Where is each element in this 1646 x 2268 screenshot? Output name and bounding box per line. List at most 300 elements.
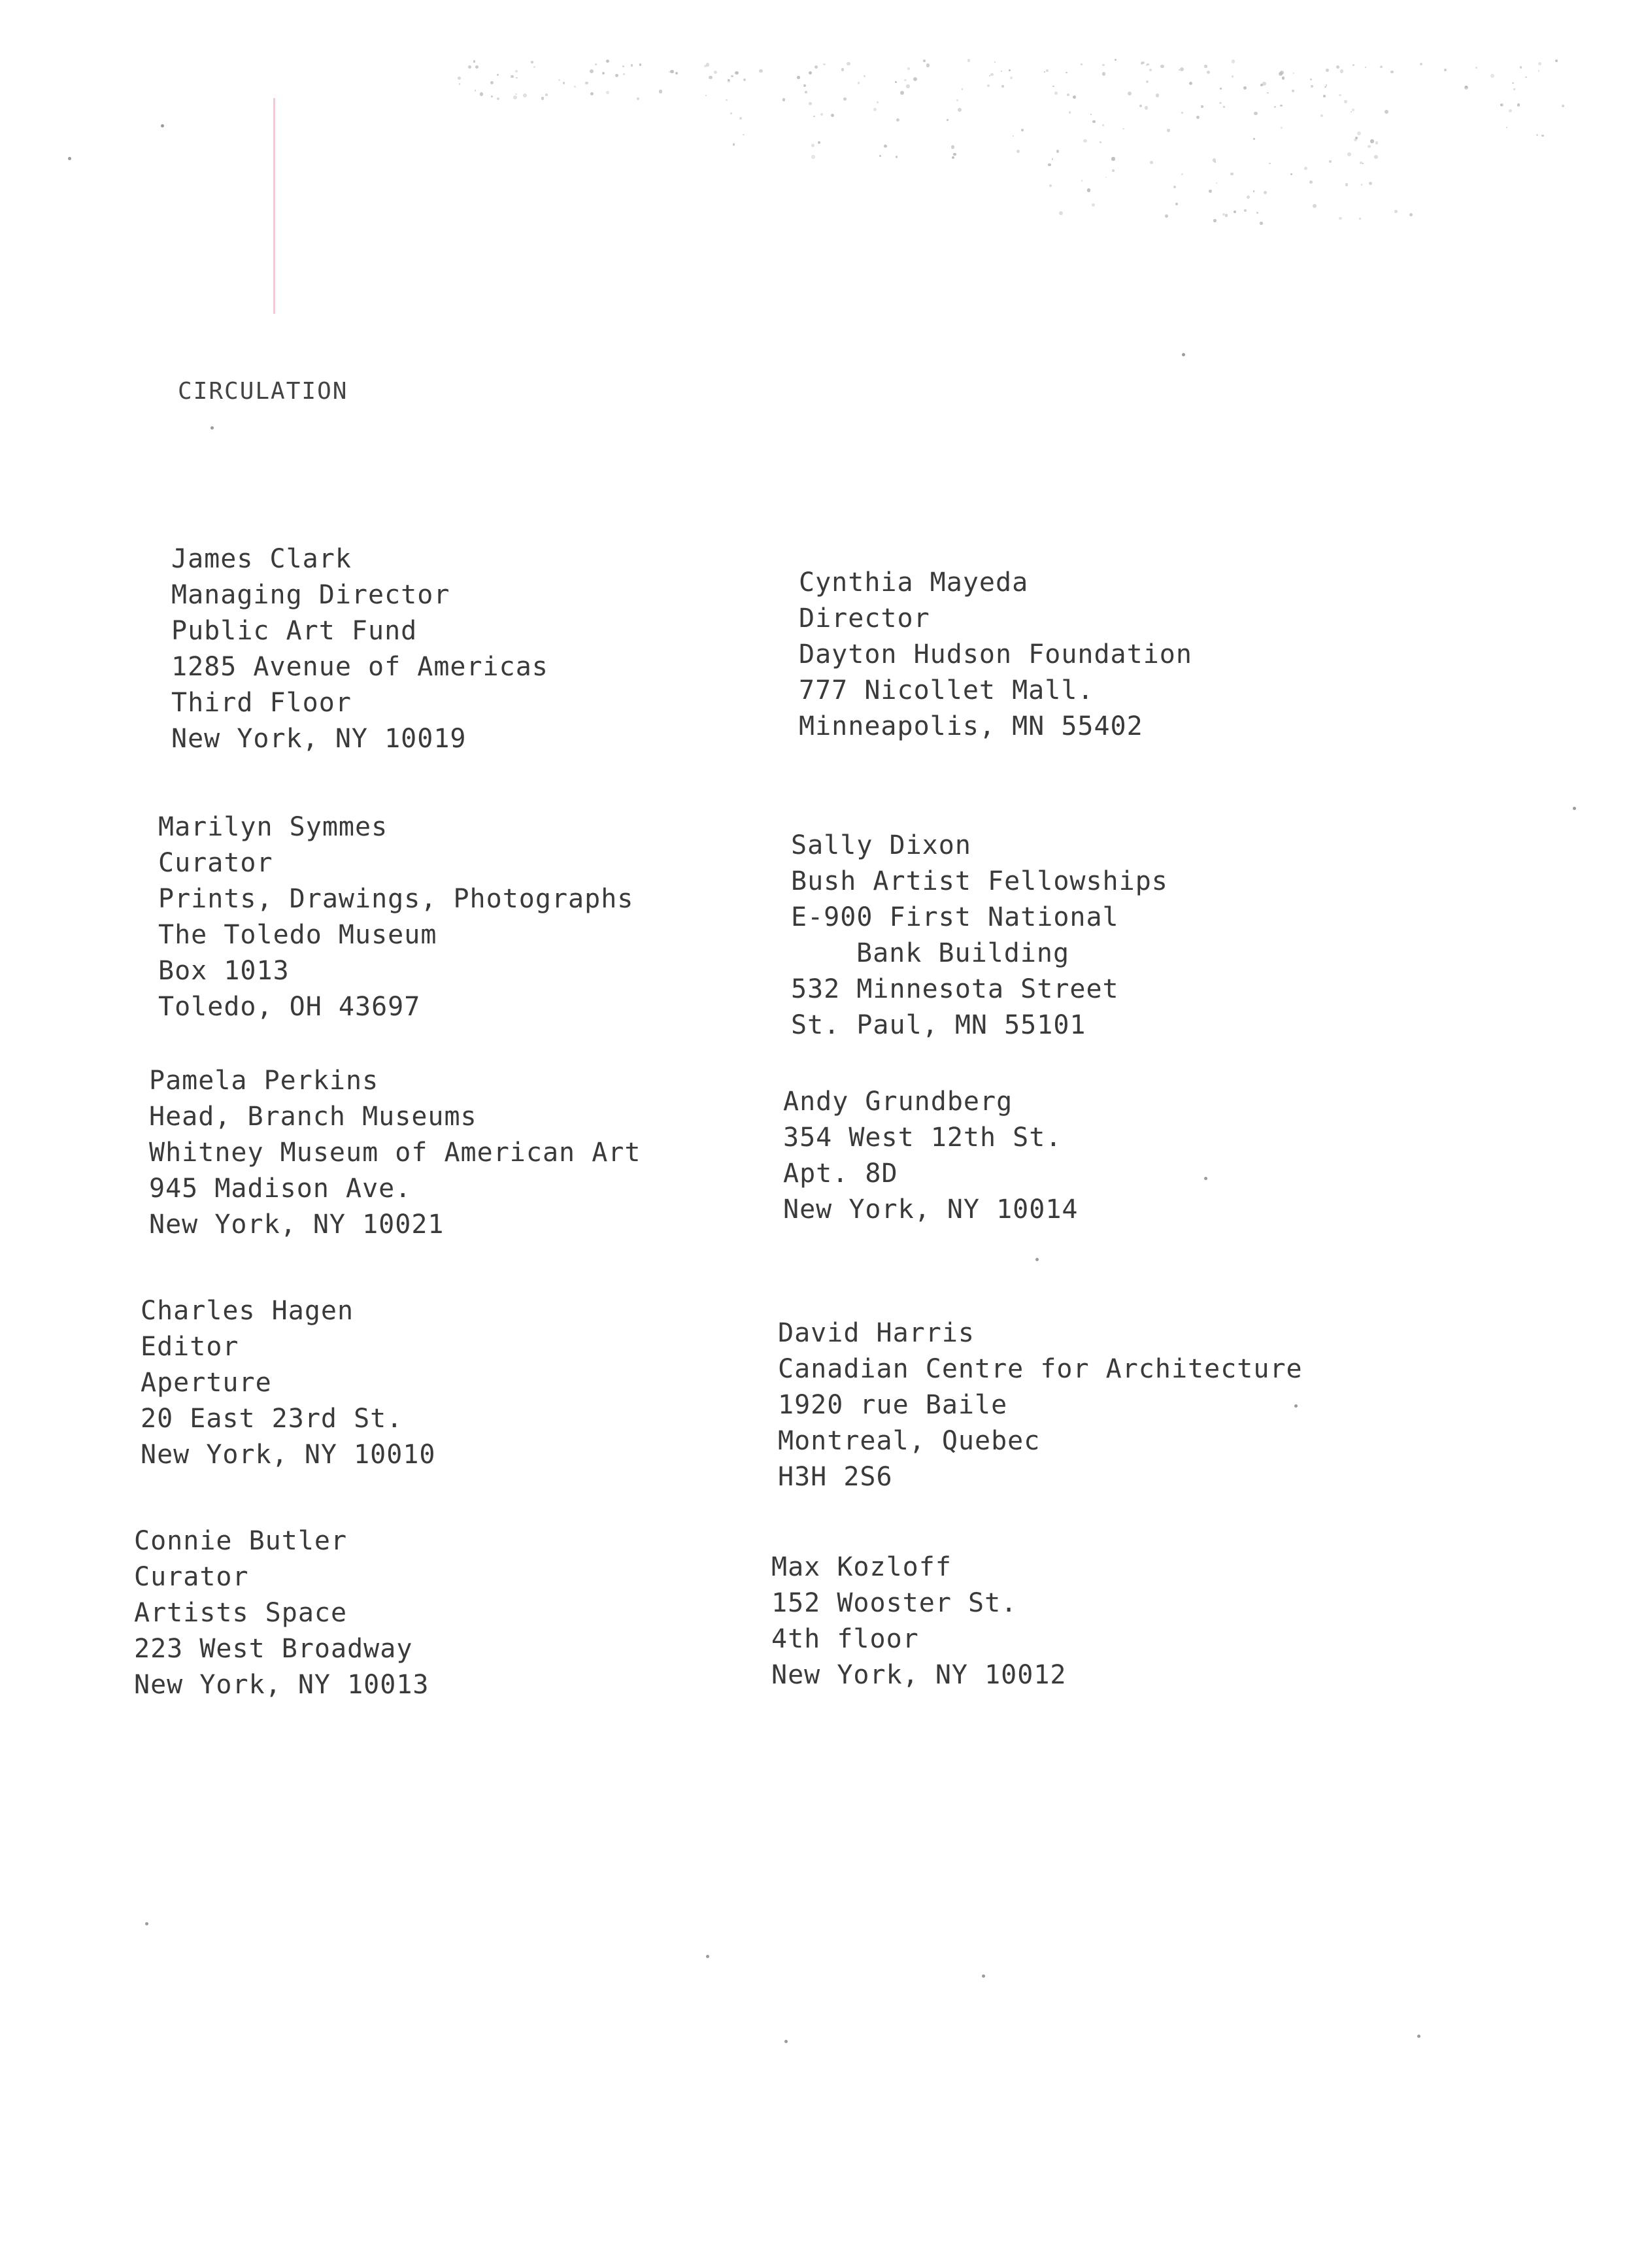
noise-dot xyxy=(1380,66,1382,68)
noise-dot xyxy=(1274,106,1276,108)
address-line: The Toledo Museum xyxy=(158,920,437,950)
noise-dot xyxy=(709,76,713,80)
address-block-right-3 xyxy=(783,1084,1078,1228)
noise-dot xyxy=(1500,103,1503,107)
address-line: Andy Grundberg xyxy=(783,1087,1013,1117)
address-line: New York, NY 10012 xyxy=(771,1660,1067,1690)
address-line: Director xyxy=(799,603,930,634)
noise-dot xyxy=(1013,135,1014,137)
noise-dot xyxy=(1223,106,1225,108)
noise-dot xyxy=(1150,161,1153,164)
address-line: Max Kozloff xyxy=(771,1552,952,1582)
noise-dot xyxy=(895,81,897,83)
noise-dot xyxy=(1009,69,1011,71)
noise-dot xyxy=(1520,66,1522,69)
noise-dot xyxy=(1175,203,1178,205)
noise-dot xyxy=(1361,184,1362,185)
noise-dot xyxy=(1067,93,1069,96)
noise-dot xyxy=(1069,111,1071,113)
noise-dot xyxy=(813,116,815,117)
noise-dot xyxy=(1052,86,1054,87)
address-block-left-3 xyxy=(149,1063,641,1243)
noise-dot xyxy=(803,84,806,87)
noise-dot xyxy=(1385,110,1388,114)
noise-dot xyxy=(1267,92,1268,93)
noise-dot xyxy=(459,83,460,84)
noise-dot xyxy=(1001,71,1002,72)
noise-dot xyxy=(1475,67,1477,69)
noise-dot xyxy=(900,91,904,95)
noise-dot xyxy=(797,76,800,79)
noise-dot xyxy=(1167,129,1169,131)
noise-dot xyxy=(714,71,717,74)
noise-dot xyxy=(1555,59,1558,62)
noise-dot xyxy=(841,68,845,71)
noise-dot xyxy=(1281,127,1282,128)
noise-dot xyxy=(1280,71,1284,75)
address-line: New York, NY 10013 xyxy=(134,1670,429,1700)
address-line: 354 West 12th St. xyxy=(783,1123,1062,1153)
noise-dot xyxy=(606,59,609,63)
noise-dot xyxy=(1420,63,1422,65)
noise-dot xyxy=(1010,76,1013,79)
noise-dot xyxy=(1173,186,1176,188)
noise-dot xyxy=(1513,88,1515,90)
scan-speck xyxy=(68,157,71,160)
noise-dot xyxy=(1323,95,1326,97)
scan-speck xyxy=(210,426,214,430)
noise-dot xyxy=(1016,150,1020,153)
scan-speck xyxy=(161,124,164,127)
noise-dot xyxy=(1073,95,1076,99)
noise-dot xyxy=(1145,106,1149,110)
address-line: Pamela Perkins xyxy=(149,1066,379,1096)
noise-dot xyxy=(516,77,518,79)
noise-dot xyxy=(705,95,707,96)
scan-speck xyxy=(1035,1258,1039,1261)
noise-dot xyxy=(967,59,970,61)
noise-dot xyxy=(1213,219,1216,222)
noise-dot xyxy=(622,65,624,67)
noise-dot xyxy=(1310,78,1312,80)
address-line: Charles Hagen xyxy=(141,1296,354,1326)
noise-dot xyxy=(823,63,825,65)
noise-dot xyxy=(1313,204,1317,208)
address-block-left-2 xyxy=(158,809,633,1025)
noise-dot xyxy=(952,156,954,159)
noise-dot xyxy=(1290,173,1292,175)
scan-speck xyxy=(706,1955,709,1958)
noise-dot xyxy=(590,92,594,95)
address-line: Cynthia Mayeda xyxy=(799,567,1029,598)
address-line: Montreal, Quebec xyxy=(778,1426,1041,1456)
address-line: New York, NY 10014 xyxy=(783,1194,1079,1225)
noise-dot xyxy=(1359,218,1361,220)
noise-dot xyxy=(1260,84,1263,86)
address-line: New York, NY 10019 xyxy=(171,724,467,754)
noise-dot xyxy=(545,93,548,96)
noise-dot xyxy=(1269,163,1271,165)
noise-dot xyxy=(1111,157,1115,160)
noise-dot xyxy=(743,78,746,81)
noise-dot xyxy=(733,143,735,146)
address-line: Head, Branch Museums xyxy=(149,1102,477,1132)
noise-dot xyxy=(811,144,815,147)
noise-dot xyxy=(990,73,993,76)
noise-dot xyxy=(1490,74,1494,78)
noise-dot xyxy=(473,60,476,63)
scan-speck xyxy=(145,1922,148,1925)
noise-dot xyxy=(1181,112,1183,114)
noise-dot xyxy=(1254,112,1257,115)
noise-dot xyxy=(1292,90,1294,92)
noise-dot xyxy=(815,65,818,69)
noise-dot xyxy=(513,95,517,99)
address-line: St. Paul, MN 55101 xyxy=(791,1010,1086,1040)
noise-dot xyxy=(847,62,850,66)
noise-dot xyxy=(1049,184,1052,187)
noise-dot xyxy=(728,79,730,81)
address-line: 1285 Avenue of Americas xyxy=(171,652,548,682)
noise-dot xyxy=(1204,65,1207,67)
address-line: Canadian Centre for Architecture xyxy=(778,1354,1303,1384)
noise-dot xyxy=(558,79,560,81)
noise-dot xyxy=(704,65,707,67)
noise-dot xyxy=(458,76,461,80)
noise-dot xyxy=(958,108,962,112)
noise-dot xyxy=(602,72,605,75)
noise-dot xyxy=(1244,209,1247,212)
noise-dot xyxy=(1369,182,1372,185)
noise-dot xyxy=(896,118,899,122)
noise-dot xyxy=(1280,105,1282,107)
noise-dot xyxy=(1102,124,1104,126)
noise-dot xyxy=(1056,150,1060,153)
address-line: Editor xyxy=(141,1332,239,1362)
address-line: Curator xyxy=(158,848,273,878)
noise-dot xyxy=(962,88,963,90)
address-line: Dayton Hudson Foundation xyxy=(799,639,1192,669)
noise-dot xyxy=(989,75,990,76)
noise-dot xyxy=(1347,152,1351,156)
noise-dot xyxy=(1390,71,1394,74)
noise-dot xyxy=(1506,127,1507,128)
noise-dot xyxy=(904,79,906,81)
noise-dot xyxy=(1409,213,1413,216)
noise-dot xyxy=(735,71,739,75)
noise-dot xyxy=(1207,71,1210,74)
noise-dot xyxy=(1536,134,1538,136)
address-line: 532 Minnesota Street xyxy=(791,974,1119,1004)
noise-dot xyxy=(1339,94,1341,96)
noise-dot xyxy=(873,108,877,111)
noise-dot xyxy=(1365,67,1366,68)
noise-dot xyxy=(1368,145,1371,148)
noise-dot xyxy=(1345,183,1348,186)
noise-dot xyxy=(1220,88,1222,90)
noise-dot xyxy=(1048,163,1051,167)
noise-dot xyxy=(1525,76,1527,78)
noise-dot xyxy=(906,84,909,88)
noise-dot xyxy=(1326,69,1328,71)
noise-dot xyxy=(491,95,493,97)
address-line: Aperture xyxy=(141,1368,272,1398)
noise-dot xyxy=(1090,114,1092,115)
noise-dot xyxy=(877,101,879,103)
noise-dot xyxy=(1160,65,1164,69)
noise-dot xyxy=(1222,213,1225,216)
noise-dot xyxy=(475,90,476,91)
noise-dot xyxy=(1324,86,1326,88)
address-line: Third Floor xyxy=(171,688,352,718)
noise-dot xyxy=(1253,138,1255,140)
address-line: Marilyn Symmes xyxy=(158,812,388,842)
address-line: 20 East 23rd St. xyxy=(141,1404,403,1434)
noise-dot xyxy=(615,74,619,78)
noise-dot xyxy=(1052,158,1054,160)
noise-dot xyxy=(1046,69,1049,72)
noise-dot xyxy=(639,63,642,66)
noise-dot xyxy=(1243,86,1247,90)
noise-dot xyxy=(809,102,812,105)
noise-dot xyxy=(511,75,514,78)
noise-dot xyxy=(563,82,565,84)
noise-dot xyxy=(533,66,535,68)
noise-dot xyxy=(1234,211,1236,213)
address-line: 1920 rue Baile xyxy=(778,1390,1008,1420)
noise-dot xyxy=(864,75,865,76)
scan-speck xyxy=(982,1974,985,1978)
noise-dot xyxy=(951,145,954,148)
noise-dot xyxy=(947,119,948,120)
noise-dot xyxy=(926,63,930,67)
noise-dot xyxy=(523,93,527,97)
noise-dot xyxy=(1370,139,1373,143)
noise-dot xyxy=(1232,59,1235,63)
noise-dot xyxy=(1352,109,1355,112)
noise-dot xyxy=(1541,135,1544,137)
noise-dot xyxy=(1357,131,1361,135)
noise-dot xyxy=(1180,67,1184,71)
noise-dot xyxy=(907,67,910,70)
address-line: 4th floor xyxy=(771,1624,919,1654)
address-line: Bush Artist Fellowships xyxy=(791,866,1168,896)
noise-dot xyxy=(1081,180,1083,181)
noise-dot xyxy=(858,82,860,84)
address-line: Connie Butler xyxy=(134,1526,348,1556)
scan-speck xyxy=(1182,353,1185,356)
noise-dot xyxy=(896,156,898,158)
address-line: New York, NY 10021 xyxy=(149,1210,445,1240)
noise-dot xyxy=(1100,141,1101,143)
noise-dot xyxy=(1083,139,1086,143)
noise-dot xyxy=(490,81,494,84)
address-block-right-1 xyxy=(799,565,1192,745)
noise-dot xyxy=(1066,72,1067,74)
noise-dot xyxy=(809,71,812,75)
noise-dot xyxy=(1374,155,1378,159)
noise-dot xyxy=(1044,71,1045,73)
noise-dot xyxy=(1149,69,1152,71)
noise-dot xyxy=(1517,103,1520,107)
noise-dot xyxy=(1054,92,1058,95)
noise-dot xyxy=(659,90,663,93)
noise-dot xyxy=(1001,85,1004,88)
noise-dot xyxy=(1092,120,1095,123)
address-line: 945 Madison Ave. xyxy=(149,1174,412,1204)
noise-dot xyxy=(1112,169,1115,172)
noise-dot xyxy=(1340,69,1344,73)
address-line: Curator xyxy=(134,1562,249,1592)
noise-dot xyxy=(1196,116,1200,119)
noise-dot xyxy=(820,113,823,116)
noise-dot xyxy=(1464,86,1468,89)
address-block-left-5 xyxy=(134,1523,429,1703)
address-line: Toledo, OH 43697 xyxy=(158,992,421,1022)
noise-dot xyxy=(595,63,597,65)
noise-dot xyxy=(956,99,958,101)
noise-dot xyxy=(1122,128,1124,129)
noise-dot xyxy=(1375,141,1379,144)
noise-dot xyxy=(1562,105,1564,107)
noise-dot xyxy=(1165,214,1168,218)
noise-dot xyxy=(1339,217,1342,220)
address-line: Whitney Museum of American Art xyxy=(149,1138,641,1168)
noise-dot xyxy=(1059,211,1063,215)
noise-dot xyxy=(1102,72,1105,75)
noise-dot xyxy=(1128,92,1132,95)
noise-dot xyxy=(1213,158,1216,161)
noise-dot xyxy=(515,93,517,95)
noise-dot xyxy=(590,69,594,73)
noise-dot xyxy=(987,84,990,87)
address-line: New York, NY 10010 xyxy=(141,1440,436,1470)
address-line: E-900 First National xyxy=(791,902,1119,932)
noise-dot xyxy=(585,82,588,85)
noise-dot xyxy=(1351,111,1352,113)
noise-dot xyxy=(1293,73,1294,74)
noise-dot xyxy=(1115,59,1117,61)
noise-dot xyxy=(1362,163,1364,164)
noise-dot xyxy=(879,155,881,157)
noise-dot xyxy=(1225,214,1228,216)
noise-dot xyxy=(1444,69,1447,71)
noise-dot xyxy=(913,77,917,81)
noise-dot xyxy=(623,73,625,75)
noise-dot xyxy=(831,114,834,117)
noise-dot xyxy=(953,153,956,156)
header-scan-noise xyxy=(458,46,1582,229)
noise-dot xyxy=(1081,63,1083,65)
address-line: James Clark xyxy=(171,544,352,574)
noise-dot xyxy=(994,61,996,63)
noise-dot xyxy=(1311,85,1313,88)
noise-dot xyxy=(1282,76,1285,79)
address-line: Apt. 8D xyxy=(783,1159,898,1189)
noise-dot xyxy=(1538,70,1539,71)
noise-dot xyxy=(1256,212,1258,214)
noise-dot xyxy=(497,74,499,76)
noise-dot xyxy=(1189,82,1192,85)
noise-dot xyxy=(1087,188,1091,192)
noise-dot xyxy=(1232,75,1234,77)
address-line: H3H 2S6 xyxy=(778,1462,893,1492)
noise-dot xyxy=(843,97,847,101)
address-block-right-4 xyxy=(778,1315,1303,1495)
noise-dot xyxy=(1201,105,1203,108)
noise-dot xyxy=(743,134,745,136)
noise-dot xyxy=(1304,167,1307,170)
noise-dot xyxy=(1247,195,1250,199)
noise-dot xyxy=(1102,64,1105,67)
noise-dot xyxy=(1219,102,1221,104)
address-line: Sally Dixon xyxy=(791,830,971,860)
noise-dot xyxy=(531,61,533,63)
scan-speck xyxy=(1417,2035,1420,2038)
noise-dot xyxy=(1260,222,1263,225)
noise-dot xyxy=(782,98,785,101)
address-line: 152 Wooster St. xyxy=(771,1588,1018,1618)
noise-dot xyxy=(923,59,926,62)
noise-dot xyxy=(1092,203,1095,207)
scan-speck xyxy=(1294,1404,1298,1408)
margin-rule xyxy=(273,98,275,314)
noise-dot xyxy=(606,91,609,94)
noise-dot xyxy=(730,112,731,114)
noise-dot xyxy=(1021,129,1024,131)
address-block-right-5 xyxy=(771,1549,1066,1693)
address-block-left-4 xyxy=(141,1293,435,1473)
noise-dot xyxy=(1105,177,1107,178)
noise-dot xyxy=(631,64,633,66)
address-line: Bank Building xyxy=(856,938,1070,968)
address-line: Box 1013 xyxy=(158,956,290,986)
noise-dot xyxy=(637,97,639,100)
noise-dot xyxy=(818,141,820,144)
noise-dot xyxy=(1146,80,1149,83)
address-line: Managing Director xyxy=(171,580,450,610)
noise-dot xyxy=(811,155,815,158)
scan-speck xyxy=(1204,1177,1207,1180)
scan-speck xyxy=(784,2040,788,2043)
noise-dot xyxy=(1209,190,1212,193)
noise-dot xyxy=(675,72,678,75)
page-heading: CIRCULATION xyxy=(178,378,348,405)
scan-speck xyxy=(1573,807,1576,810)
noise-dot xyxy=(1216,182,1217,184)
noise-dot xyxy=(1512,82,1514,84)
noise-dot xyxy=(1509,109,1512,112)
address-line: Artists Space xyxy=(134,1598,348,1628)
address-line: Prints, Drawings, Photographs xyxy=(158,884,634,914)
noise-dot xyxy=(541,97,544,99)
noise-dot xyxy=(475,65,479,69)
noise-dot xyxy=(574,86,576,88)
noise-dot xyxy=(1336,65,1339,69)
address-line: Public Art Fund xyxy=(171,616,418,646)
address-line: Minneapolis, MN 55402 xyxy=(799,711,1143,741)
noise-dot xyxy=(805,91,807,93)
noise-dot xyxy=(1320,114,1323,117)
noise-dot xyxy=(515,70,518,73)
noise-dot xyxy=(480,92,484,96)
address-block-right-2 xyxy=(791,828,1168,1043)
noise-dot xyxy=(1352,64,1354,66)
noise-dot xyxy=(1538,62,1541,65)
noise-dot xyxy=(739,117,741,119)
noise-dot xyxy=(1355,137,1358,139)
noise-dot xyxy=(884,144,887,148)
